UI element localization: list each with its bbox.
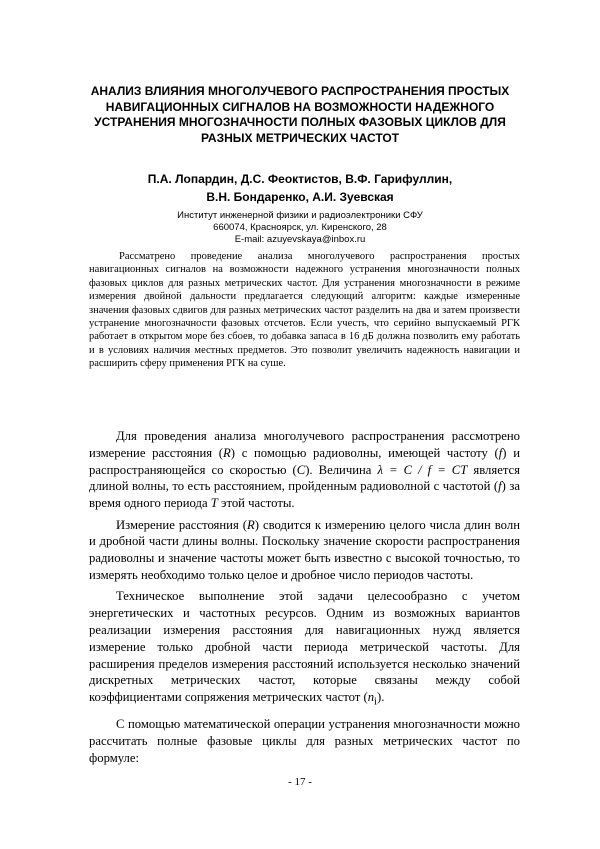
contact-email: E-mail: azuyevskaya@inbox.ru (234, 233, 366, 245)
text-run: ). Величина (305, 462, 378, 477)
variable: C (296, 462, 306, 477)
variable: f (498, 479, 502, 494)
paragraph: С помощью математической операции устранения многозначности можно рассчитать полные фазовые циклы для разных метрических частот по формуле: (89, 717, 520, 765)
text-run: ) и распространяющейся со скоростью ( (89, 445, 520, 477)
institute-address: 660074, Красноярск, ул. Киренского, 28 (213, 221, 387, 233)
body-text (89, 428, 520, 771)
text-run: ) за время одного периода (89, 479, 520, 511)
variable: R (247, 517, 255, 532)
text-run: ) сводится к измерению целого числа длин волн и дробной части длины волны. Поскольку значение скорости распространения радиоволны и значение частоты может быть известно с высокой точностью, то измерять необходимо только целое и дробное число периодов частоты. (89, 517, 520, 582)
authors-line: П.А. Лопардин, Д.С. Феоктистов, В.Ф. Гарифуллин, (147, 172, 453, 186)
paragraph (89, 428, 520, 512)
text-run: ). (377, 690, 385, 705)
paragraph (89, 517, 520, 584)
institute-name: Институт инженерной физики и радиоэлектроники СФУ (177, 210, 423, 221)
formula: λ = C / f = CT (377, 462, 468, 477)
text-run: ) с помощью радиоволны, имеющей частоту ( (230, 445, 499, 460)
paper-title: АНАЛИЗ ВЛИЯНИЯ МНОГОЛУЧЕВОГО РАСПРОСТРАНЕНИЯ ПРОСТЫХ НАВИГАЦИОННЫХ СИГНАЛОВ НА ВОЗМОЖНОСТИ НАДЕЖНОГО УСТРАНЕНИЯ МНОГОЗНАЧНОСТИ ПОЛНЫХ ФАЗОВЫХ ЦИКЛОВ ДЛЯ РАЗНЫХ МЕТРИЧЕСКИХ ЧАСТОТ (90, 84, 510, 145)
text-run: этой частоты. (217, 496, 295, 511)
authors (70, 171, 530, 206)
subscript: i (374, 696, 377, 708)
variable: n (367, 690, 375, 705)
text-run: Техническое выполнение этой задачи целесообразно с учетом энергетических и частотных ресурсов. Одним из возможных вариантов реализации измерения расстояния для навигационных нужд является измерение только дробной части периода метрической частоты. Для расширения пределов измерения расстояний используется несколько значений дискретных метрических частот, которые связаны между собой коэффициентами сопряжения метрических частот ( (89, 589, 520, 705)
page-number: - 17 - (288, 776, 312, 788)
text-run: является длиной волны, то есть расстоянием, пройденным радиоволной с частотой ( (89, 462, 521, 494)
text-run: Для проведения анализа многолучевого распространения рассмотрено измерение расстояния ( (89, 429, 520, 460)
variable: f (498, 445, 503, 460)
variable: T (210, 496, 218, 511)
paragraph (89, 588, 520, 711)
affiliation (110, 210, 490, 245)
abstract: Рассматрено проведение анализа многолучевого распространения простых навигационных сигналов на возможности надежного устранения многозначности полных фазовых циклов для разных метрических частот. Для устранения многозначности в режиме измерения двойной дальности предлагается следующий алгоритм: каждые измеренные значения фазовых сдвигов для разных метрических частот разделить на два и затем произвести устранение многозначности фазовых отсчетов. Если учесть, что серийно выпускаемый РГК работает в открытом море без сбоев, то добавка запаса в 16 дБ должна позволить ему работать и в условиях наличия местных предметов. Это позволит увеличить надежность навигации и расширить сферу применения РГК на суше. (89, 251, 520, 370)
authors-line: В.Н. Бондаренко, А.И. Зуевская (206, 189, 394, 204)
text-run: Измерение расстояния ( (116, 517, 248, 532)
variable: R (223, 445, 231, 460)
